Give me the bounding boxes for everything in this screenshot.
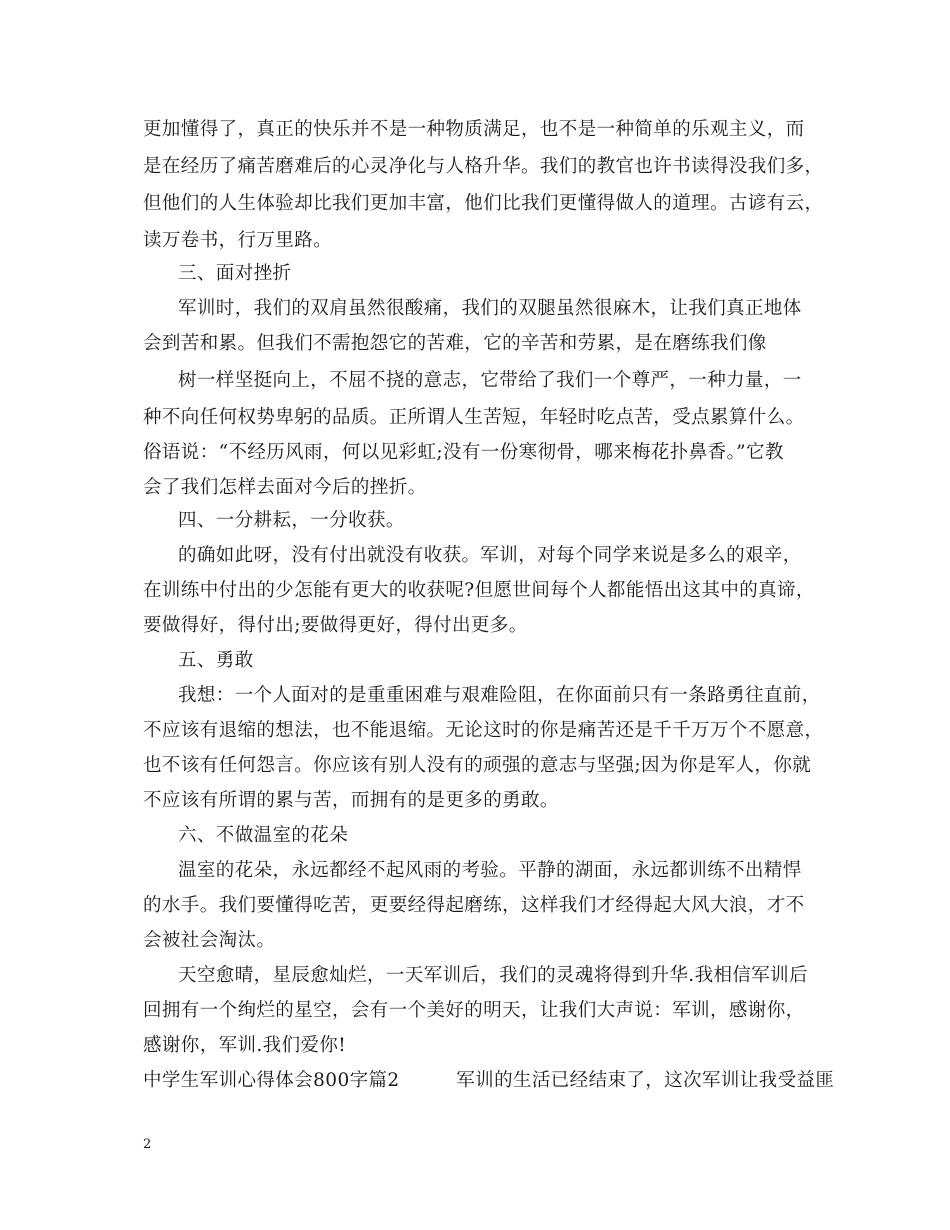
text-line: 俗语说：“不经历风雨，何以见彩虹;没有一份寒彻骨，哪来梅花扑鼻香。”它教 bbox=[143, 442, 784, 463]
text-line: 会被社会淘汰。 bbox=[143, 930, 276, 951]
text-line: 也不该有任何怨言。你应该有别人没有的顽强的意志与坚强;因为你是军人，你就 bbox=[143, 755, 812, 776]
text-line: 种不向任何权势卑躬的品质。正所谓人生苦短，年轻时吃点苦，受点累算什么。 bbox=[143, 407, 805, 428]
page-number: 2 bbox=[143, 1137, 152, 1152]
text-line: 感谢你，军训.我们爱你! bbox=[143, 1035, 347, 1056]
text-line: 回拥有一个绚烂的星空，会有一个美好的明天，让我们大声说：军训，感谢你， bbox=[143, 1000, 805, 1021]
text-line: 要做得好，得付出;要做得更好，得付出更多。 bbox=[143, 615, 528, 636]
text-line: 中学生军训心得体会800字篇2 军训的生活已经结束了，这次军训让我受益匪 bbox=[143, 1070, 835, 1091]
text-line: 会了我们怎样去面对今后的挫折。 bbox=[143, 477, 427, 498]
section-heading: 三、面对挫折 bbox=[178, 263, 292, 284]
text-line: 不应该有退缩的想法，也不能退缩。无论这时的你是痛苦还是千千万万个不愿意， bbox=[143, 720, 824, 741]
text-line: 但他们的人生体验却比我们更加丰富，他们比我们更懂得做人的道理。古谚有云， bbox=[143, 193, 824, 214]
text-line: 的水手。我们要懂得吃苦，更要经得起磨练，这样我们才经得起大风大浪，才不 bbox=[143, 895, 805, 916]
text-line: 温室的花朵，永远都经不起风雨的考验。平静的湖面，永远都训练不出精悍 bbox=[178, 860, 802, 881]
text-line: 树一样坚挺向上，不屈不挠的意志，它带给了我们一个尊严，一种力量，一 bbox=[178, 370, 802, 391]
text-line: 更加懂得了，真正的快乐并不是一种物质满足，也不是一种简单的乐观主义，而 bbox=[143, 119, 805, 140]
text-line: 在训练中付出的少怎能有更大的收获呢?但愿世间每个人都能悟出这其中的真谛， bbox=[143, 580, 815, 601]
section-heading: 四、一分耕耘，一分收获。 bbox=[178, 510, 405, 531]
text-line: 是在经历了痛苦磨难后的心灵净化与人格升华。我们的教官也许书读得没我们多， bbox=[143, 156, 824, 177]
text-line: 军训时，我们的双肩虽然很酸痛，我们的双腿虽然很麻木，让我们真正地体 bbox=[178, 298, 802, 319]
text-line: 读万卷书，行万里路。 bbox=[143, 230, 333, 251]
text-line: 的确如此呀，没有付出就没有收获。军训，对每个同学来说是多么的艰辛， bbox=[178, 545, 802, 566]
section-heading: 六、不做温室的花朵 bbox=[178, 825, 349, 846]
text-line: 会到苦和累。但我们不需抱怨它的苦难，它的辛苦和劳累，是在磨练我们像 bbox=[143, 333, 767, 354]
text-line: 不应该有所谓的累与苦，而拥有的是更多的勇敢。 bbox=[143, 790, 559, 811]
text-line: 我想：一个人面对的是重重困难与艰难险阻，在你面前只有一条路勇往直前， bbox=[178, 685, 821, 706]
text-line: 天空愈晴，星辰愈灿烂，一天军训后，我们的灵魂将得到升华.我相信军训后 bbox=[178, 965, 808, 986]
section-heading: 五、勇敢 bbox=[178, 650, 254, 671]
